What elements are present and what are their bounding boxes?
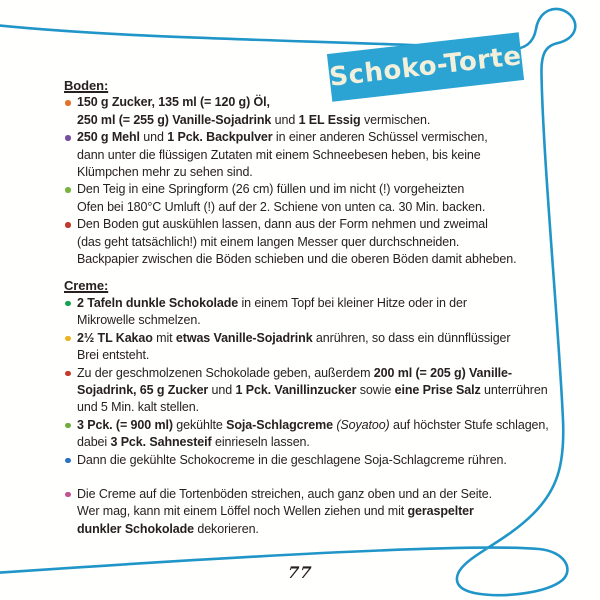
- step-text-line: dabei 3 Pck. Sahnesteif einrieseln lassen.: [77, 435, 310, 450]
- step-text-line: Die Creme auf die Tortenböden streichen, auch ganz oben und an der Seite.: [77, 486, 492, 501]
- bullet-dot-icon: [65, 423, 71, 429]
- step-text-line: Backpapier zwischen die Böden schieben und die oberen Böden damit abheben.: [77, 252, 517, 267]
- step-text-line: 250 g Mehl und 1 Pck. Backpulver in einer anderen Schüssel vermischen,: [77, 130, 488, 145]
- recipe-step: [64, 129, 582, 181]
- step-text-line: dunkler Schokolade dekorieren.: [77, 521, 259, 536]
- step-text-line: 150 g Zucker, 135 ml (= 120 g) Öl,: [77, 95, 270, 110]
- bullet-dot-icon: [65, 492, 71, 498]
- section-finish: [64, 486, 582, 538]
- bullet-dot-icon: [65, 222, 71, 228]
- recipe-title: Schoko-Torte: [327, 41, 524, 93]
- recipe-step: [64, 486, 582, 538]
- step-text-line: 2½ TL Kakao mit etwas Vanille-Sojadrink anrühren, so dass ein dünnflüssiger: [77, 330, 511, 345]
- recipe-step: [64, 216, 582, 268]
- bullet-dot-icon: [65, 100, 71, 106]
- step-text-line: 2 Tafeln dunkle Schokolade in einem Topf bei kleiner Hitze oder in der: [77, 295, 467, 310]
- step-text-line: 3 Pck. (= 900 ml) gekühlte Soja-Schlagcreme (Soyatoo) auf höchster Stufe schlagen,: [77, 417, 549, 432]
- bullet-dot-icon: [65, 336, 71, 342]
- page-number: 77: [286, 563, 314, 582]
- step-text-line: Den Teig in eine Springform (26 cm) füllen und im nicht (!) vorgeheizten: [77, 182, 465, 197]
- recipe-step: [64, 452, 582, 469]
- step-text-line: Sojadrink, 65 g Zucker und 1 Pck. Vanillinzucker sowie eine Prise Salz unterrühren: [77, 382, 548, 397]
- section-heading: Boden:: [64, 78, 109, 93]
- section-heading: Creme:: [64, 278, 109, 294]
- bullet-dot-icon: [65, 187, 71, 193]
- step-text-line: Klümpchen mehr zu sehen sind.: [77, 165, 253, 180]
- recipe-step: [64, 365, 582, 417]
- step-text-line: (das geht tatsächlich!) mit einem langen Messer quer durchschneiden.: [77, 234, 460, 249]
- recipe-step: [64, 295, 582, 330]
- recipe-step: [64, 417, 582, 452]
- recipe-step: [64, 181, 582, 216]
- step-text-line: Den Boden gut auskühlen lassen, dann aus der Form nehmen und zweimal: [77, 217, 488, 232]
- bullet-dot-icon: [65, 301, 71, 307]
- recipe-step: [64, 94, 582, 129]
- step-text-line: 250 ml (= 255 g) Vanille-Sojadrink und 1 EL Essig vermischen.: [77, 112, 431, 127]
- step-text-line: Mikrowelle schmelzen.: [77, 313, 201, 328]
- bullet-dot-icon: [65, 135, 71, 141]
- step-text-line: Brei entsteht.: [77, 348, 150, 363]
- recipe-content: [64, 77, 582, 547]
- step-text-line: dann unter die flüssigen Zutaten mit einem Schneebesen heben, bis keine: [77, 147, 481, 162]
- bullet-dot-icon: [65, 371, 71, 377]
- section-boden: [64, 77, 582, 268]
- step-text-line: Dann die gekühlte Schokocreme in die geschlagene Soja-Schlagcreme rühren.: [77, 452, 507, 467]
- step-text-line: Zu der geschmolzenen Schokolade geben, außerdem 200 ml (= 205 g) Vanille-: [77, 365, 512, 380]
- step-text-line: Ofen bei 180°C Umluft (!) auf der 2. Schiene von unten ca. 30 Min. backen.: [77, 199, 486, 214]
- recipe-step: [64, 330, 582, 365]
- step-text-line: und 5 Min. kalt stellen.: [77, 400, 199, 415]
- section-creme: [64, 277, 582, 468]
- bullet-dot-icon: [65, 458, 71, 464]
- step-text-line: Wer mag, kann mit einem Löffel noch Wellen ziehen und mit geraspelter: [77, 504, 474, 519]
